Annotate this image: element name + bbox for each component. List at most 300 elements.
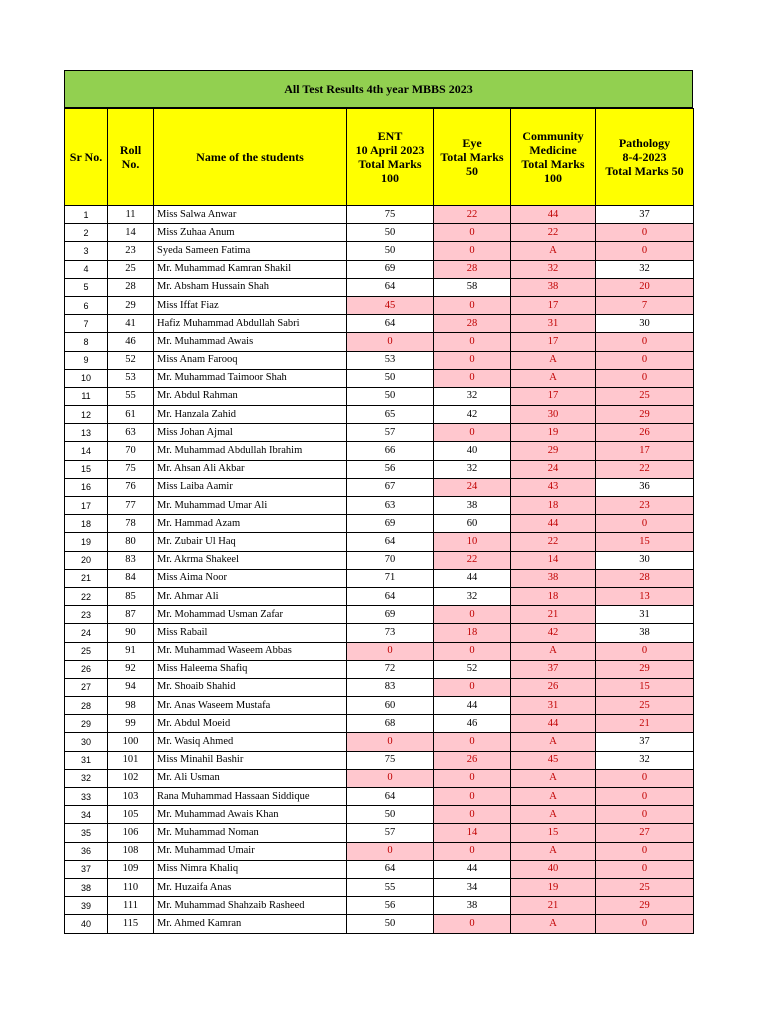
eye-score-cell: 10	[434, 533, 511, 551]
student-name-cell: Mr. Hanzala Zahid	[154, 406, 347, 424]
community-medicine-score-cell: A	[511, 242, 596, 260]
ent-score-cell: 53	[347, 351, 434, 369]
community-medicine-score-cell: 45	[511, 751, 596, 769]
pathology-score-cell: 30	[596, 551, 694, 569]
table-row	[65, 678, 694, 696]
roll-no-cell: 41	[108, 315, 154, 333]
community-medicine-score-cell: 14	[511, 551, 596, 569]
ent-score-cell: 50	[347, 915, 434, 933]
community-medicine-score-cell: 17	[511, 387, 596, 405]
ent-score-cell: 71	[347, 569, 434, 587]
ent-score-cell: 0	[347, 333, 434, 351]
pathology-score-cell: 32	[596, 260, 694, 278]
student-name-cell: Miss Aima Noor	[154, 569, 347, 587]
roll-no-cell: 55	[108, 387, 154, 405]
student-name-cell: Mr. Wasiq Ahmed	[154, 733, 347, 751]
roll-no-cell: 29	[108, 296, 154, 314]
header-pathology	[596, 109, 694, 206]
community-medicine-score-cell: 24	[511, 460, 596, 478]
roll-no-cell: 102	[108, 769, 154, 787]
roll-no-cell: 101	[108, 751, 154, 769]
sr-no-cell: 9	[65, 351, 108, 369]
eye-score-cell: 0	[434, 224, 511, 242]
header-ent	[347, 109, 434, 206]
roll-no-cell: 70	[108, 442, 154, 460]
eye-score-cell: 44	[434, 569, 511, 587]
ent-score-cell: 0	[347, 769, 434, 787]
table-row	[65, 860, 694, 878]
roll-no-cell: 46	[108, 333, 154, 351]
pathology-score-cell: 0	[596, 242, 694, 260]
sr-no-cell: 26	[65, 660, 108, 678]
eye-score-cell: 0	[434, 351, 511, 369]
community-medicine-score-cell: 26	[511, 678, 596, 696]
student-name-cell: Mr. Muhammad Waseem Abbas	[154, 642, 347, 660]
sr-no-cell: 4	[65, 260, 108, 278]
eye-score-cell: 38	[434, 897, 511, 915]
header-student-name: Name of the students	[154, 109, 347, 206]
eye-score-cell: 32	[434, 587, 511, 605]
student-name-cell: Mr. Ahmar Ali	[154, 587, 347, 605]
student-name-cell: Mr. Ahsan Ali Akbar	[154, 460, 347, 478]
community-medicine-score-cell: 42	[511, 624, 596, 642]
ent-score-cell: 64	[347, 860, 434, 878]
ent-score-cell: 69	[347, 515, 434, 533]
results-table	[64, 108, 694, 934]
ent-score-cell: 50	[347, 806, 434, 824]
eye-score-cell: 22	[434, 206, 511, 224]
student-name-cell: Miss Zuhaa Anum	[154, 224, 347, 242]
sr-no-cell: 17	[65, 497, 108, 515]
pathology-score-cell: 0	[596, 769, 694, 787]
table-row	[65, 733, 694, 751]
table-row	[65, 806, 694, 824]
student-name-cell: Mr. Akrma Shakeel	[154, 551, 347, 569]
table-row	[65, 387, 694, 405]
ent-score-cell: 65	[347, 406, 434, 424]
community-medicine-score-cell: 44	[511, 206, 596, 224]
eye-score-cell: 22	[434, 551, 511, 569]
roll-no-cell: 85	[108, 587, 154, 605]
eye-score-cell: 0	[434, 642, 511, 660]
eye-score-cell: 26	[434, 751, 511, 769]
header-ent-line: ENT	[377, 129, 403, 143]
roll-no-cell: 87	[108, 606, 154, 624]
roll-no-cell: 99	[108, 715, 154, 733]
sr-no-cell: 16	[65, 478, 108, 496]
pathology-score-cell: 0	[596, 915, 694, 933]
community-medicine-score-cell: 44	[511, 715, 596, 733]
sr-no-cell: 25	[65, 642, 108, 660]
pathology-score-cell: 21	[596, 715, 694, 733]
eye-score-cell: 0	[434, 733, 511, 751]
student-name-cell: Mr. Mohammad Usman Zafar	[154, 606, 347, 624]
community-medicine-score-cell: 18	[511, 587, 596, 605]
roll-no-cell: 76	[108, 478, 154, 496]
student-name-cell: Miss Haleema Shafiq	[154, 660, 347, 678]
roll-no-cell: 92	[108, 660, 154, 678]
ent-score-cell: 64	[347, 278, 434, 296]
ent-score-cell: 68	[347, 715, 434, 733]
header-path-line: Pathology	[618, 136, 671, 150]
student-name-cell: Syeda Sameen Fatima	[154, 242, 347, 260]
student-name-cell: Mr. Muhammad Umar Ali	[154, 497, 347, 515]
pathology-score-cell: 25	[596, 878, 694, 896]
student-name-cell: Miss Nimra Khaliq	[154, 860, 347, 878]
ent-score-cell: 75	[347, 751, 434, 769]
pathology-score-cell: 0	[596, 788, 694, 806]
pathology-score-cell: 0	[596, 369, 694, 387]
pathology-score-cell: 20	[596, 278, 694, 296]
community-medicine-score-cell: A	[511, 769, 596, 787]
student-name-cell: Mr. Muhammad Noman	[154, 824, 347, 842]
community-medicine-score-cell: 17	[511, 333, 596, 351]
roll-no-cell: 90	[108, 624, 154, 642]
sr-no-cell: 6	[65, 296, 108, 314]
student-name-cell: Miss Minahil Bashir	[154, 751, 347, 769]
sr-no-cell: 29	[65, 715, 108, 733]
eye-score-cell: 28	[434, 260, 511, 278]
table-row	[65, 878, 694, 896]
roll-no-cell: 83	[108, 551, 154, 569]
ent-score-cell: 50	[347, 242, 434, 260]
table-row	[65, 533, 694, 551]
header-roll-no: Roll No.	[108, 109, 154, 206]
ent-score-cell: 50	[347, 387, 434, 405]
ent-score-cell: 66	[347, 442, 434, 460]
eye-score-cell: 44	[434, 697, 511, 715]
community-medicine-score-cell: 15	[511, 824, 596, 842]
sr-no-cell: 1	[65, 206, 108, 224]
roll-no-cell: 25	[108, 260, 154, 278]
header-eye-line: Total Marks	[440, 150, 504, 164]
community-medicine-score-cell: A	[511, 351, 596, 369]
sr-no-cell: 15	[65, 460, 108, 478]
sheet-title: All Test Results 4th year MBBS 2023	[64, 70, 693, 108]
student-name-cell: Mr. Abdul Rahman	[154, 387, 347, 405]
pathology-score-cell: 0	[596, 806, 694, 824]
community-medicine-score-cell: 18	[511, 497, 596, 515]
sr-no-cell: 38	[65, 878, 108, 896]
sr-no-cell: 27	[65, 678, 108, 696]
header-cm-line: 100	[544, 171, 562, 185]
ent-score-cell: 60	[347, 697, 434, 715]
community-medicine-score-cell: A	[511, 806, 596, 824]
community-medicine-score-cell: 19	[511, 424, 596, 442]
ent-score-cell: 69	[347, 606, 434, 624]
pathology-score-cell: 0	[596, 351, 694, 369]
table-row	[65, 551, 694, 569]
header-ent-line: Total Marks 100	[358, 157, 422, 185]
table-row	[65, 751, 694, 769]
pathology-score-cell: 28	[596, 569, 694, 587]
pathology-score-cell: 36	[596, 478, 694, 496]
roll-no-cell: 28	[108, 278, 154, 296]
student-name-cell: Mr. Hammad Azam	[154, 515, 347, 533]
ent-score-cell: 70	[347, 551, 434, 569]
sr-no-cell: 10	[65, 369, 108, 387]
table-row	[65, 296, 694, 314]
sr-no-cell: 36	[65, 842, 108, 860]
ent-score-cell: 50	[347, 369, 434, 387]
roll-no-cell: 108	[108, 842, 154, 860]
community-medicine-score-cell: 30	[511, 406, 596, 424]
pathology-score-cell: 15	[596, 678, 694, 696]
sr-no-cell: 28	[65, 697, 108, 715]
header-eye-line: 50	[466, 164, 478, 178]
pathology-score-cell: 37	[596, 733, 694, 751]
community-medicine-score-cell: 38	[511, 278, 596, 296]
table-row	[65, 424, 694, 442]
header-cm-line: Medicine	[529, 143, 577, 157]
pathology-score-cell: 17	[596, 442, 694, 460]
pathology-score-cell: 0	[596, 333, 694, 351]
student-name-cell: Mr. Shoaib Shahid	[154, 678, 347, 696]
table-row	[65, 206, 694, 224]
table-row	[65, 824, 694, 842]
table-row	[65, 569, 694, 587]
student-name-cell: Mr. Anas Waseem Mustafa	[154, 697, 347, 715]
pathology-score-cell: 38	[596, 624, 694, 642]
roll-no-cell: 94	[108, 678, 154, 696]
table-row	[65, 442, 694, 460]
table-row	[65, 587, 694, 605]
table-row	[65, 406, 694, 424]
ent-score-cell: 50	[347, 224, 434, 242]
ent-score-cell: 64	[347, 587, 434, 605]
ent-score-cell: 64	[347, 315, 434, 333]
ent-score-cell: 64	[347, 533, 434, 551]
student-name-cell: Mr. Ahmed Kamran	[154, 915, 347, 933]
community-medicine-score-cell: 31	[511, 315, 596, 333]
community-medicine-score-cell: A	[511, 788, 596, 806]
roll-no-cell: 98	[108, 697, 154, 715]
table-row	[65, 715, 694, 733]
header-cm-line: Total Marks	[521, 157, 585, 171]
eye-score-cell: 32	[434, 460, 511, 478]
community-medicine-score-cell: 37	[511, 660, 596, 678]
roll-no-cell: 110	[108, 878, 154, 896]
sr-no-cell: 8	[65, 333, 108, 351]
eye-score-cell: 0	[434, 769, 511, 787]
student-name-cell: Miss Rabail	[154, 624, 347, 642]
eye-score-cell: 0	[434, 842, 511, 860]
header-row	[65, 109, 694, 206]
ent-score-cell: 75	[347, 206, 434, 224]
pathology-score-cell: 29	[596, 406, 694, 424]
student-name-cell: Mr. Muhammad Kamran Shakil	[154, 260, 347, 278]
header-ent-line: 10 April 2023	[355, 143, 425, 157]
community-medicine-score-cell: A	[511, 733, 596, 751]
student-name-cell: Hafiz Muhammad Abdullah Sabri	[154, 315, 347, 333]
table-row	[65, 315, 694, 333]
ent-score-cell: 63	[347, 497, 434, 515]
community-medicine-score-cell: 43	[511, 478, 596, 496]
roll-no-cell: 100	[108, 733, 154, 751]
header-path-line: 8-4-2023	[622, 150, 667, 164]
eye-score-cell: 32	[434, 387, 511, 405]
roll-no-cell: 14	[108, 224, 154, 242]
header-cm-line: Community	[522, 129, 584, 143]
sr-no-cell: 32	[65, 769, 108, 787]
community-medicine-score-cell: 21	[511, 897, 596, 915]
eye-score-cell: 0	[434, 606, 511, 624]
roll-no-cell: 91	[108, 642, 154, 660]
header-sr-no: Sr No.	[65, 109, 108, 206]
pathology-score-cell: 37	[596, 206, 694, 224]
eye-score-cell: 60	[434, 515, 511, 533]
roll-no-cell: 109	[108, 860, 154, 878]
eye-score-cell: 0	[434, 333, 511, 351]
ent-score-cell: 0	[347, 733, 434, 751]
student-name-cell: Mr. Muhammad Taimoor Shah	[154, 369, 347, 387]
eye-score-cell: 38	[434, 497, 511, 515]
ent-score-cell: 55	[347, 878, 434, 896]
pathology-score-cell: 15	[596, 533, 694, 551]
pathology-score-cell: 30	[596, 315, 694, 333]
student-name-cell: Mr. Zubair Ul Haq	[154, 533, 347, 551]
student-name-cell: Mr. Ali Usman	[154, 769, 347, 787]
eye-score-cell: 18	[434, 624, 511, 642]
results-sheet	[64, 70, 693, 934]
community-medicine-score-cell: 44	[511, 515, 596, 533]
roll-no-cell: 77	[108, 497, 154, 515]
ent-score-cell: 57	[347, 424, 434, 442]
table-row	[65, 697, 694, 715]
pathology-score-cell: 29	[596, 897, 694, 915]
pathology-score-cell: 23	[596, 497, 694, 515]
sr-no-cell: 19	[65, 533, 108, 551]
pathology-score-cell: 32	[596, 751, 694, 769]
table-row	[65, 624, 694, 642]
sr-no-cell: 40	[65, 915, 108, 933]
ent-score-cell: 69	[347, 260, 434, 278]
pathology-score-cell: 0	[596, 642, 694, 660]
roll-no-cell: 106	[108, 824, 154, 842]
student-name-cell: Miss Anam Farooq	[154, 351, 347, 369]
pathology-score-cell: 25	[596, 697, 694, 715]
eye-score-cell: 0	[434, 296, 511, 314]
sr-no-cell: 33	[65, 788, 108, 806]
ent-score-cell: 67	[347, 478, 434, 496]
table-row	[65, 333, 694, 351]
table-row	[65, 642, 694, 660]
pathology-score-cell: 0	[596, 842, 694, 860]
eye-score-cell: 28	[434, 315, 511, 333]
ent-score-cell: 83	[347, 678, 434, 696]
pathology-score-cell: 0	[596, 860, 694, 878]
sr-no-cell: 7	[65, 315, 108, 333]
sr-no-cell: 24	[65, 624, 108, 642]
community-medicine-score-cell: 40	[511, 860, 596, 878]
eye-score-cell: 0	[434, 915, 511, 933]
ent-score-cell: 56	[347, 897, 434, 915]
community-medicine-score-cell: 22	[511, 533, 596, 551]
ent-score-cell: 56	[347, 460, 434, 478]
pathology-score-cell: 31	[596, 606, 694, 624]
sr-no-cell: 2	[65, 224, 108, 242]
student-name-cell: Miss Iffat Fiaz	[154, 296, 347, 314]
pathology-score-cell: 7	[596, 296, 694, 314]
roll-no-cell: 52	[108, 351, 154, 369]
roll-no-cell: 75	[108, 460, 154, 478]
pathology-score-cell: 0	[596, 515, 694, 533]
sr-no-cell: 13	[65, 424, 108, 442]
roll-no-cell: 111	[108, 897, 154, 915]
eye-score-cell: 0	[434, 678, 511, 696]
pathology-score-cell: 27	[596, 824, 694, 842]
roll-no-cell: 11	[108, 206, 154, 224]
community-medicine-score-cell: 22	[511, 224, 596, 242]
community-medicine-score-cell: 21	[511, 606, 596, 624]
header-eye-line: Eye	[462, 136, 482, 150]
roll-no-cell: 63	[108, 424, 154, 442]
table-row	[65, 788, 694, 806]
table-row	[65, 369, 694, 387]
table-row	[65, 842, 694, 860]
pathology-score-cell: 0	[596, 224, 694, 242]
community-medicine-score-cell: A	[511, 642, 596, 660]
ent-score-cell: 73	[347, 624, 434, 642]
eye-score-cell: 42	[434, 406, 511, 424]
sr-no-cell: 22	[65, 587, 108, 605]
header-community-medicine	[511, 109, 596, 206]
student-name-cell: Mr. Abdul Moeid	[154, 715, 347, 733]
eye-score-cell: 44	[434, 860, 511, 878]
student-name-cell: Mr. Muhammad Awais	[154, 333, 347, 351]
student-name-cell: Mr. Muhammad Umair	[154, 842, 347, 860]
roll-no-cell: 105	[108, 806, 154, 824]
student-name-cell: Mr. Huzaifa Anas	[154, 878, 347, 896]
table-row	[65, 769, 694, 787]
community-medicine-score-cell: 19	[511, 878, 596, 896]
student-name-cell: Miss Johan Ajmal	[154, 424, 347, 442]
sr-no-cell: 37	[65, 860, 108, 878]
table-row	[65, 224, 694, 242]
header-path-line: Total Marks 50	[605, 164, 684, 178]
student-name-cell: Rana Muhammad Hassaan Siddique	[154, 788, 347, 806]
eye-score-cell: 40	[434, 442, 511, 460]
ent-score-cell: 0	[347, 642, 434, 660]
eye-score-cell: 14	[434, 824, 511, 842]
roll-no-cell: 103	[108, 788, 154, 806]
student-name-cell: Mr. Muhammad Abdullah Ibrahim	[154, 442, 347, 460]
sr-no-cell: 5	[65, 278, 108, 296]
eye-score-cell: 0	[434, 424, 511, 442]
table-row	[65, 278, 694, 296]
ent-score-cell: 72	[347, 660, 434, 678]
table-row	[65, 242, 694, 260]
pathology-score-cell: 26	[596, 424, 694, 442]
table-row	[65, 460, 694, 478]
table-row	[65, 606, 694, 624]
eye-score-cell: 58	[434, 278, 511, 296]
student-name-cell: Mr. Muhammad Awais Khan	[154, 806, 347, 824]
student-name-cell: Mr. Absham Hussain Shah	[154, 278, 347, 296]
eye-score-cell: 24	[434, 478, 511, 496]
sr-no-cell: 34	[65, 806, 108, 824]
sr-no-cell: 30	[65, 733, 108, 751]
roll-no-cell: 84	[108, 569, 154, 587]
community-medicine-score-cell: 29	[511, 442, 596, 460]
ent-score-cell: 0	[347, 842, 434, 860]
sr-no-cell: 11	[65, 387, 108, 405]
ent-score-cell: 45	[347, 296, 434, 314]
ent-score-cell: 64	[347, 788, 434, 806]
eye-score-cell: 0	[434, 369, 511, 387]
eye-score-cell: 0	[434, 788, 511, 806]
sr-no-cell: 14	[65, 442, 108, 460]
